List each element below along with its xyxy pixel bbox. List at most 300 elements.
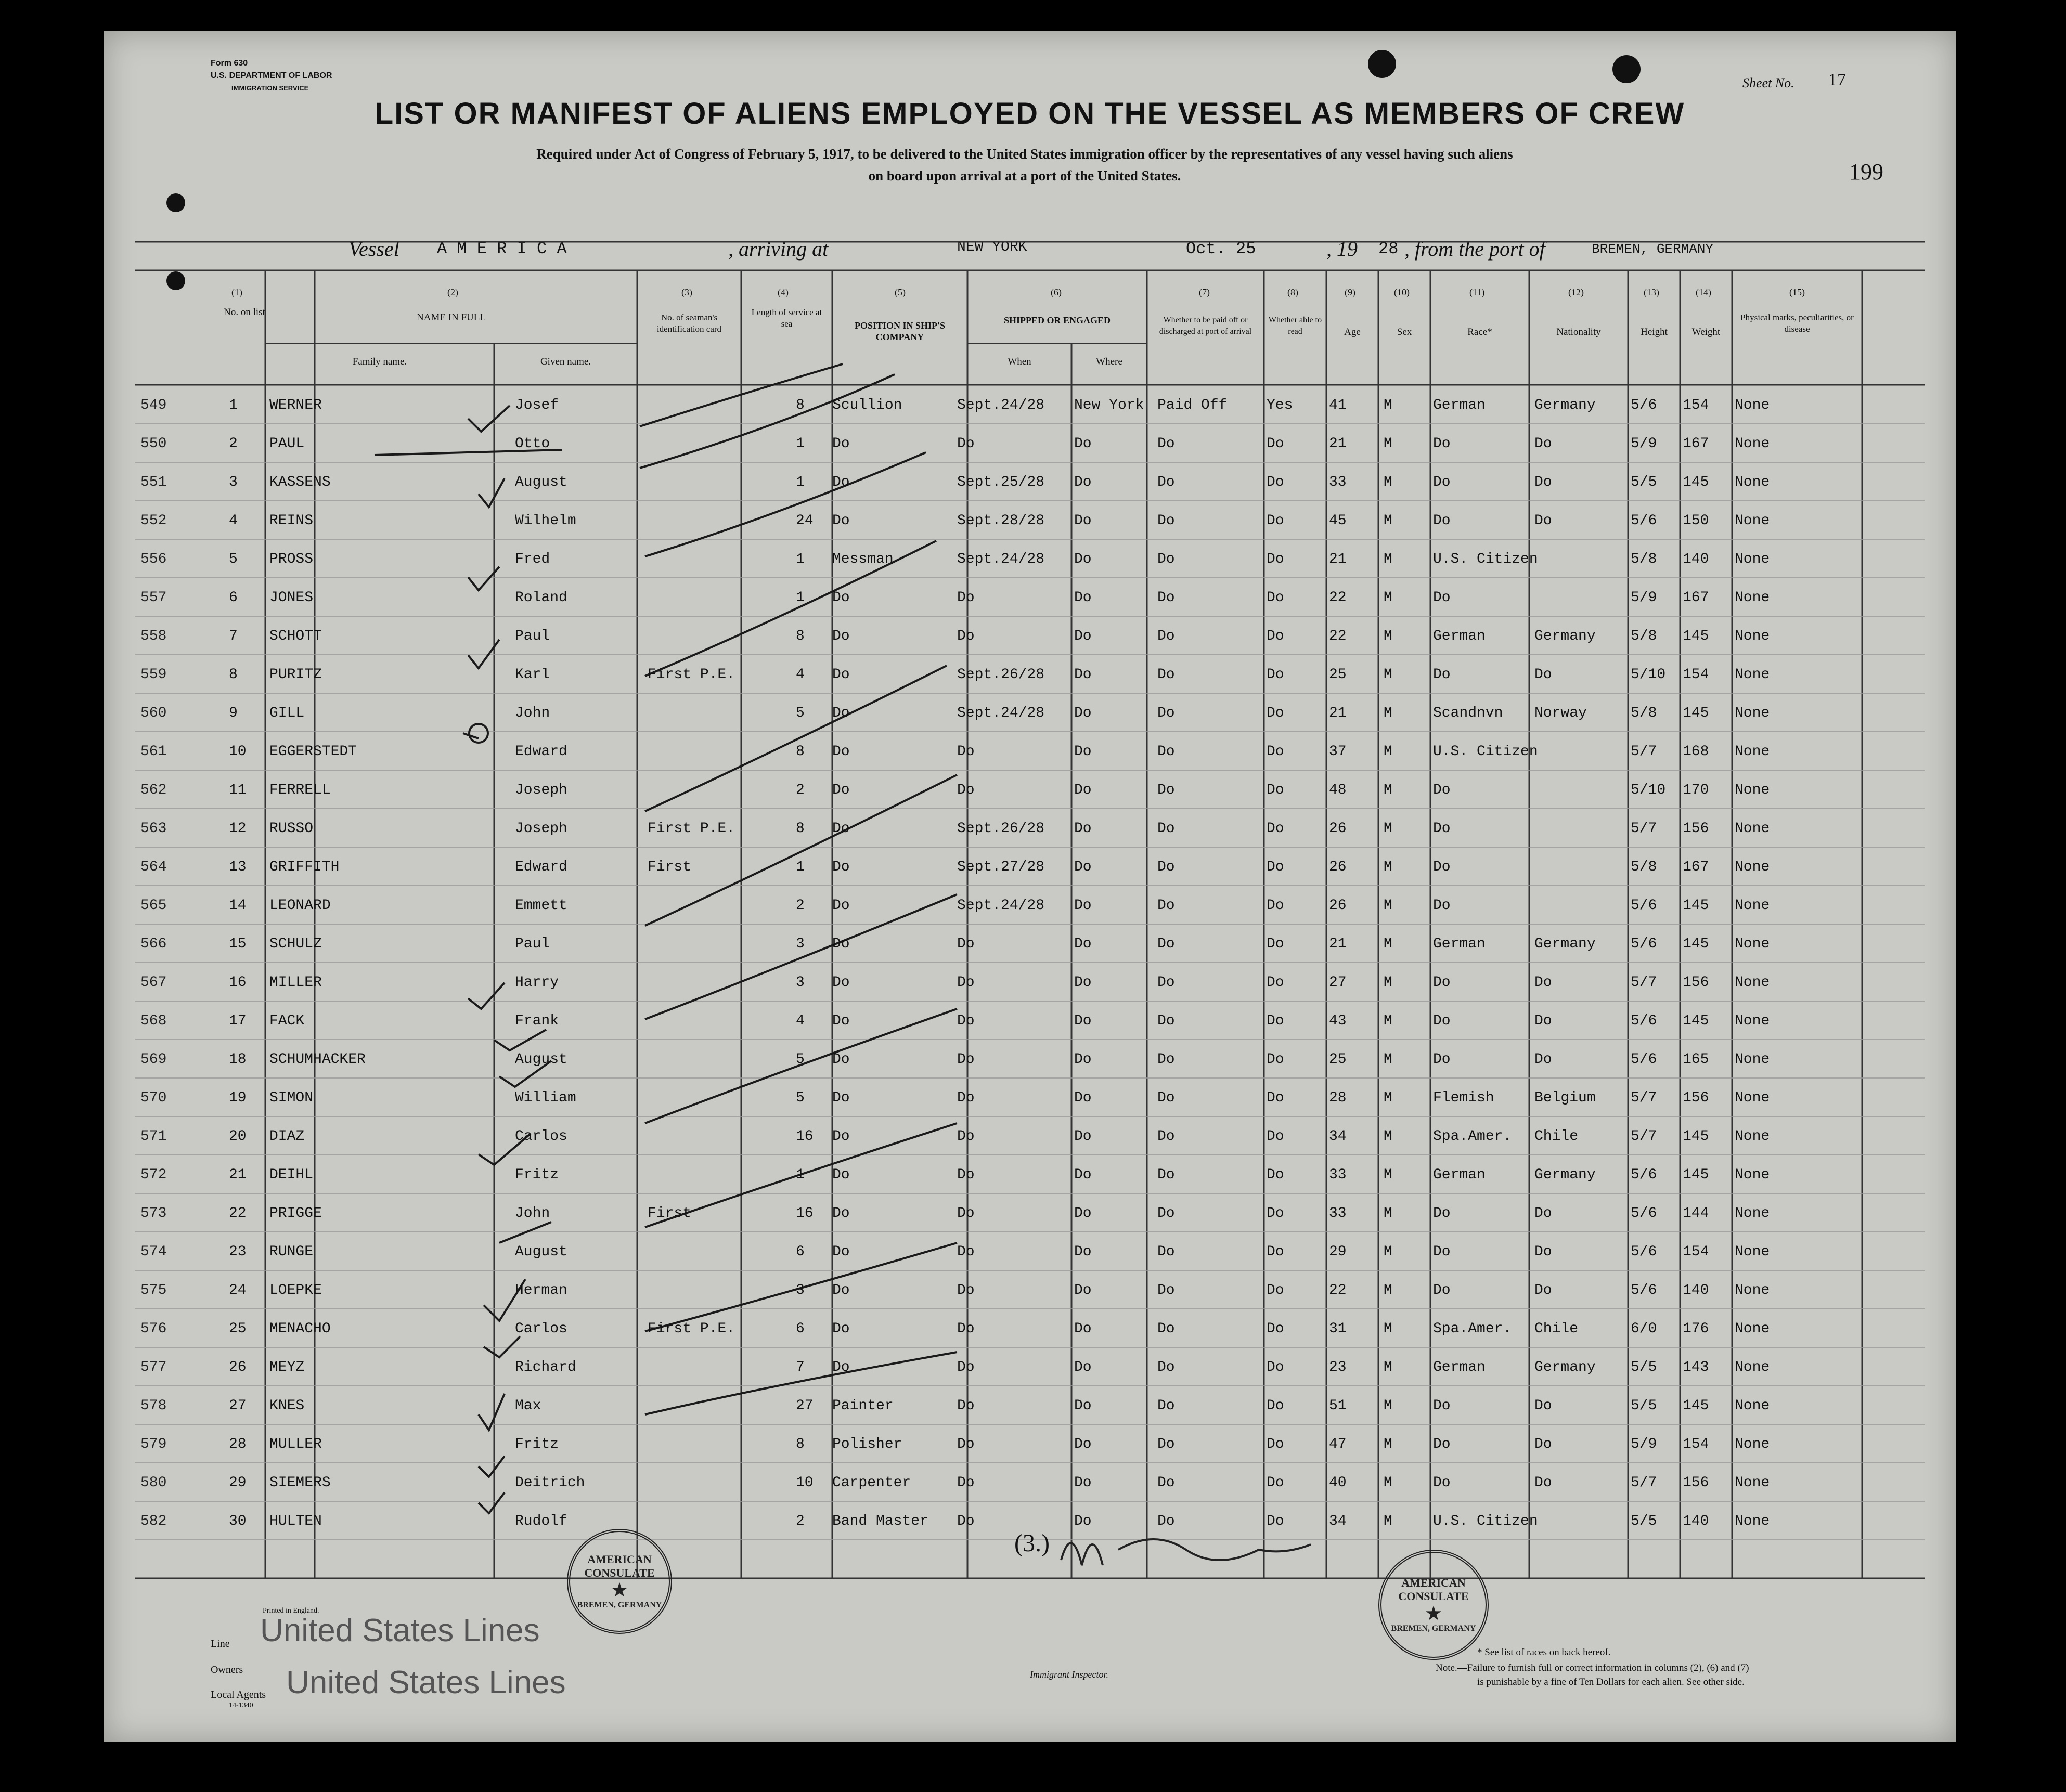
height-cell: 5/10 xyxy=(1631,667,1666,683)
shipped-when-cell: Sept.24/28 xyxy=(957,705,1045,721)
shipped-when-cell: Do xyxy=(957,1051,975,1068)
col-14-number: (14) xyxy=(1696,287,1711,297)
shipped-where-cell: Do xyxy=(1074,744,1092,760)
position-cell: Do xyxy=(832,936,850,952)
row-number-cell: 21 xyxy=(229,1167,247,1183)
paid-off-cell: Do xyxy=(1157,782,1175,798)
physical-marks-cell: None xyxy=(1735,667,1770,683)
age-cell: 48 xyxy=(1329,782,1347,798)
shipped-where-cell: Do xyxy=(1074,1282,1092,1298)
weight-cell: 144 xyxy=(1683,1205,1709,1222)
row-number-cell: 29 xyxy=(229,1475,247,1491)
race-cell: Do xyxy=(1433,1013,1451,1029)
physical-marks-cell: None xyxy=(1735,513,1770,529)
weight-cell: 140 xyxy=(1683,1513,1709,1529)
col-12-number: (12) xyxy=(1568,287,1584,297)
given-name-cell: Paul xyxy=(515,628,550,644)
age-cell: 21 xyxy=(1329,936,1347,952)
service-length-cell: 5 xyxy=(796,1090,805,1106)
given-name-cell: Max xyxy=(515,1398,541,1414)
service-length-cell: 1 xyxy=(796,551,805,567)
row-number-cell: 4 xyxy=(229,513,238,529)
paid-off-cell: Do xyxy=(1157,975,1175,991)
nationality-cell: Do xyxy=(1534,513,1552,529)
race-cell: Do xyxy=(1433,1205,1451,1222)
paid-off-cell: Do xyxy=(1157,936,1175,952)
weight-cell: 167 xyxy=(1683,436,1709,452)
service-length-cell: 16 xyxy=(796,1128,814,1145)
weight-cell: 143 xyxy=(1683,1359,1709,1375)
age-cell: 47 xyxy=(1329,1436,1347,1452)
physical-marks-cell: None xyxy=(1735,1436,1770,1452)
age-cell: 21 xyxy=(1329,705,1347,721)
paid-off-cell: Do xyxy=(1157,436,1175,452)
height-cell: 5/6 xyxy=(1631,513,1657,529)
nationality-cell: Do xyxy=(1534,1244,1552,1260)
given-name-cell: Rudolf xyxy=(515,1513,567,1529)
position-cell: Do xyxy=(832,705,850,721)
shipped-where-cell: Do xyxy=(1074,782,1092,798)
table-row xyxy=(104,544,1956,582)
shipped-when-cell: Do xyxy=(957,1321,975,1337)
margin-number-cell: 575 xyxy=(140,1282,167,1298)
sex-cell: M xyxy=(1384,936,1392,952)
sex-cell: M xyxy=(1384,667,1392,683)
age-cell: 45 xyxy=(1329,513,1347,529)
height-cell: 5/6 xyxy=(1631,397,1657,413)
nationality-cell: Do xyxy=(1534,1436,1552,1452)
physical-marks-cell: None xyxy=(1735,1051,1770,1068)
weight-cell: 145 xyxy=(1683,898,1709,914)
nationality-cell: Do xyxy=(1534,1282,1552,1298)
shipped-when-cell: Sept.24/28 xyxy=(957,898,1045,914)
seal-text: AMERICAN CONSULATE xyxy=(584,1553,655,1579)
family-name-cell: RUNGE xyxy=(269,1244,314,1260)
family-name-cell: DIAZ xyxy=(269,1128,305,1145)
year-prefix: , 19 xyxy=(1326,237,1358,261)
shipped-where-cell: Do xyxy=(1074,1013,1092,1029)
paid-off-cell: Do xyxy=(1157,1359,1175,1375)
col-header-family: Family name. xyxy=(352,356,407,367)
physical-marks-cell: None xyxy=(1735,1167,1770,1183)
col-8-number: (8) xyxy=(1287,287,1298,297)
physical-marks-cell: None xyxy=(1735,551,1770,567)
paid-off-cell: Do xyxy=(1157,1244,1175,1260)
position-cell: Do xyxy=(832,590,850,606)
service: IMMIGRATION SERVICE xyxy=(231,84,309,92)
shipped-where-cell: Do xyxy=(1074,1475,1092,1491)
shipped-when-cell: Do xyxy=(957,436,975,452)
race-cell: Do xyxy=(1433,821,1451,837)
row-number-cell: 27 xyxy=(229,1398,247,1414)
paid-off-cell: Do xyxy=(1157,744,1175,760)
row-number-cell: 17 xyxy=(229,1013,247,1029)
weight-cell: 156 xyxy=(1683,821,1709,837)
height-cell: 5/6 xyxy=(1631,1167,1657,1183)
margin-number-cell: 559 xyxy=(140,667,167,683)
physical-marks-cell: None xyxy=(1735,782,1770,798)
card-number-cell: First P.E. xyxy=(648,1321,735,1337)
family-name-cell: MENACHO xyxy=(269,1321,331,1337)
weight-cell: 154 xyxy=(1683,667,1709,683)
paid-off-cell: Do xyxy=(1157,590,1175,606)
col-header-shipped: SHIPPED OR ENGAGED xyxy=(1003,315,1111,326)
paid-off-cell: Do xyxy=(1157,513,1175,529)
nationality-cell: Do xyxy=(1534,975,1552,991)
line-value: United States Lines xyxy=(260,1613,540,1648)
from-label: , from the port of xyxy=(1404,237,1545,261)
able-to-read-cell: Do xyxy=(1267,821,1284,837)
margin-number-cell: 568 xyxy=(140,1013,167,1029)
eagle-icon: ★ xyxy=(1425,1604,1442,1624)
given-name-cell: Fritz xyxy=(515,1436,559,1452)
col-header-race: Race* xyxy=(1467,327,1492,337)
sex-cell: M xyxy=(1384,1167,1392,1183)
margin-number-cell: 576 xyxy=(140,1321,167,1337)
service-length-cell: 8 xyxy=(796,1436,805,1452)
service-length-cell: 2 xyxy=(796,898,805,914)
family-name-cell: SIMON xyxy=(269,1090,314,1106)
row-number-cell: 6 xyxy=(229,590,238,606)
col-9-number: (9) xyxy=(1345,287,1355,297)
shipped-when-cell: Do xyxy=(957,1359,975,1375)
weight-cell: 167 xyxy=(1683,590,1709,606)
table-row xyxy=(104,505,1956,544)
sex-cell: M xyxy=(1384,1090,1392,1106)
weight-cell: 154 xyxy=(1683,397,1709,413)
row-number-cell: 11 xyxy=(229,782,247,798)
nationality-cell: Do xyxy=(1534,1398,1552,1414)
physical-marks-cell: None xyxy=(1735,744,1770,760)
col-header-height: Height xyxy=(1641,327,1668,337)
height-cell: 5/8 xyxy=(1631,551,1657,567)
age-cell: 29 xyxy=(1329,1244,1347,1260)
table-row xyxy=(104,890,1956,929)
table-row xyxy=(104,1044,1956,1083)
arrival-port: NEW YORK xyxy=(957,239,1027,255)
service-length-cell: 6 xyxy=(796,1321,805,1337)
given-name-cell: Herman xyxy=(515,1282,567,1298)
given-name-cell: Harry xyxy=(515,975,559,991)
paid-off-cell: Do xyxy=(1157,1128,1175,1145)
able-to-read-cell: Do xyxy=(1267,513,1284,529)
weight-cell: 140 xyxy=(1683,1282,1709,1298)
vessel-label: Vessel xyxy=(348,237,399,261)
weight-cell: 145 xyxy=(1683,628,1709,644)
physical-marks-cell: None xyxy=(1735,1513,1770,1529)
table-row xyxy=(104,852,1956,890)
sex-cell: M xyxy=(1384,1244,1392,1260)
shipped-where-cell: Do xyxy=(1074,1398,1092,1414)
given-name-cell: Edward xyxy=(515,859,567,875)
able-to-read-cell: Do xyxy=(1267,551,1284,567)
service-length-cell: 5 xyxy=(796,705,805,721)
service-length-cell: 2 xyxy=(796,782,805,798)
shipped-where-cell: Do xyxy=(1074,1090,1092,1106)
family-name-cell: REINS xyxy=(269,513,314,529)
weight-cell: 170 xyxy=(1683,782,1709,798)
weight-cell: 156 xyxy=(1683,1090,1709,1106)
subtitle-line-2: on board upon arrival at a port of the United States. xyxy=(868,168,1181,184)
service-length-cell: 1 xyxy=(796,1167,805,1183)
sex-cell: M xyxy=(1384,1513,1392,1529)
weight-cell: 154 xyxy=(1683,1244,1709,1260)
height-cell: 5/8 xyxy=(1631,628,1657,644)
physical-marks-cell: None xyxy=(1735,936,1770,952)
family-name-cell: MULLER xyxy=(269,1436,322,1452)
shipped-where-cell: Do xyxy=(1074,1051,1092,1068)
shipped-when-cell: Sept.27/28 xyxy=(957,859,1045,875)
physical-marks-cell: None xyxy=(1735,705,1770,721)
shipped-when-cell: Do xyxy=(957,1436,975,1452)
position-cell: Do xyxy=(832,436,850,452)
position-cell: Do xyxy=(832,628,850,644)
nationality-cell: Chile xyxy=(1534,1128,1579,1145)
physical-marks-cell: None xyxy=(1735,975,1770,991)
department: U.S. DEPARTMENT OF LABOR xyxy=(211,71,332,80)
arrival-date: Oct. 25 xyxy=(1186,239,1256,258)
position-cell: Do xyxy=(832,821,850,837)
height-cell: 5/6 xyxy=(1631,898,1657,914)
able-to-read-cell: Do xyxy=(1267,1051,1284,1068)
given-name-cell: Frank xyxy=(515,1013,559,1029)
family-name-cell: SCHULZ xyxy=(269,936,322,952)
able-to-read-cell: Do xyxy=(1267,1205,1284,1222)
service-length-cell: 7 xyxy=(796,1359,805,1375)
row-number-cell: 15 xyxy=(229,936,247,952)
family-name-cell: MEYZ xyxy=(269,1359,305,1375)
race-cell: German xyxy=(1433,1359,1486,1375)
shipped-when-cell: Do xyxy=(957,1167,975,1183)
age-cell: 37 xyxy=(1329,744,1347,760)
table-row xyxy=(104,1275,1956,1314)
nationality-cell: Germany xyxy=(1534,936,1596,952)
paid-off-cell: Do xyxy=(1157,1167,1175,1183)
race-cell: German xyxy=(1433,1167,1486,1183)
service-length-cell: 8 xyxy=(796,628,805,644)
family-name-cell: SCHOTT xyxy=(269,628,322,644)
family-name-cell: WERNER xyxy=(269,397,322,413)
given-name-cell: Edward xyxy=(515,744,567,760)
race-cell: Scandnvn xyxy=(1433,705,1503,721)
age-cell: 51 xyxy=(1329,1398,1347,1414)
race-cell: Do xyxy=(1433,1282,1451,1298)
margin-number-cell: 578 xyxy=(140,1398,167,1414)
table-row xyxy=(104,1083,1956,1121)
physical-marks-cell: None xyxy=(1735,590,1770,606)
shipped-when-cell: Do xyxy=(957,628,975,644)
nationality-cell: Chile xyxy=(1534,1321,1579,1337)
race-cell: Do xyxy=(1433,513,1451,529)
given-name-cell: Joseph xyxy=(515,821,567,837)
margin-number-cell: 571 xyxy=(140,1128,167,1145)
sex-cell: M xyxy=(1384,1282,1392,1298)
race-cell: German xyxy=(1433,397,1486,413)
race-cell: Do xyxy=(1433,1398,1451,1414)
position-cell: Do xyxy=(832,782,850,798)
col-header-read: Whether able to read xyxy=(1268,316,1322,336)
row-number-cell: 24 xyxy=(229,1282,247,1298)
height-cell: 5/7 xyxy=(1631,975,1657,991)
seal-text: AMERICAN CONSULATE xyxy=(1398,1576,1469,1603)
margin-number-cell: 566 xyxy=(140,936,167,952)
margin-number-cell: 582 xyxy=(140,1513,167,1529)
family-name-cell: EGGERSTEDT xyxy=(269,744,357,760)
paid-off-cell: Do xyxy=(1157,898,1175,914)
able-to-read-cell: Do xyxy=(1267,1359,1284,1375)
shipped-where-cell: Do xyxy=(1074,1359,1092,1375)
paid-off-cell: Do xyxy=(1157,859,1175,875)
row-number-cell: 13 xyxy=(229,859,247,875)
height-cell: 5/9 xyxy=(1631,1436,1657,1452)
row-number-cell: 9 xyxy=(229,705,238,721)
margin-number-cell: 560 xyxy=(140,705,167,721)
height-cell: 5/9 xyxy=(1631,436,1657,452)
position-cell: Scullion xyxy=(832,397,902,413)
able-to-read-cell: Do xyxy=(1267,782,1284,798)
given-name-cell: Paul xyxy=(515,936,550,952)
row-number-cell: 5 xyxy=(229,551,238,567)
row-number-cell: 3 xyxy=(229,474,238,490)
col-header-when: When xyxy=(1008,356,1031,367)
given-name-cell: Carlos xyxy=(515,1128,567,1145)
departure-port: BREMEN, GERMANY xyxy=(1592,241,1714,257)
physical-marks-cell: None xyxy=(1735,1205,1770,1222)
age-cell: 22 xyxy=(1329,628,1347,644)
physical-marks-cell: None xyxy=(1735,628,1770,644)
able-to-read-cell: Do xyxy=(1267,1282,1284,1298)
age-cell: 40 xyxy=(1329,1475,1347,1491)
col-header-no: No. on list xyxy=(224,307,265,318)
sex-cell: M xyxy=(1384,436,1392,452)
able-to-read-cell: Do xyxy=(1267,474,1284,490)
shipped-when-cell: Do xyxy=(957,590,975,606)
shipped-where-cell: Do xyxy=(1074,1205,1092,1222)
physical-marks-cell: None xyxy=(1735,1475,1770,1491)
nationality-cell: Do xyxy=(1534,1051,1552,1068)
col-header-name: NAME IN FULL xyxy=(417,312,486,323)
given-name-cell: Karl xyxy=(515,667,550,683)
sex-cell: M xyxy=(1384,628,1392,644)
shipped-when-cell: Do xyxy=(957,1475,975,1491)
height-cell: 5/6 xyxy=(1631,1205,1657,1222)
nationality-cell: Do xyxy=(1534,1013,1552,1029)
page-number: 199 xyxy=(1849,159,1883,185)
weight-cell: 145 xyxy=(1683,1398,1709,1414)
age-cell: 43 xyxy=(1329,1013,1347,1029)
given-name-cell: Richard xyxy=(515,1359,576,1375)
able-to-read-cell: Do xyxy=(1267,1013,1284,1029)
position-cell: Do xyxy=(832,1167,850,1183)
nationality-cell: Germany xyxy=(1534,1359,1596,1375)
age-cell: 23 xyxy=(1329,1359,1347,1375)
shipped-where-cell: Do xyxy=(1074,936,1092,952)
family-name-cell: FERRELL xyxy=(269,782,331,798)
age-cell: 25 xyxy=(1329,667,1347,683)
shipped-when-cell: Do xyxy=(957,975,975,991)
paid-off-cell: Do xyxy=(1157,667,1175,683)
position-cell: Messman xyxy=(832,551,894,567)
height-cell: 5/6 xyxy=(1631,936,1657,952)
table-row xyxy=(104,1237,1956,1275)
table-row xyxy=(104,659,1956,698)
family-name-cell: PRIGGE xyxy=(269,1205,322,1222)
given-name-cell: Deitrich xyxy=(515,1475,585,1491)
row-number-cell: 16 xyxy=(229,975,247,991)
row-number-cell: 2 xyxy=(229,436,238,452)
row-number-cell: 30 xyxy=(229,1513,247,1529)
service-length-cell: 1 xyxy=(796,474,805,490)
sex-cell: M xyxy=(1384,1321,1392,1337)
shipped-where-cell: Do xyxy=(1074,590,1092,606)
card-number-cell: First P.E. xyxy=(648,667,735,683)
shipped-where-cell: Do xyxy=(1074,513,1092,529)
nationality-cell: Norway xyxy=(1534,705,1587,721)
paid-off-cell: Paid Off xyxy=(1157,397,1228,413)
service-length-cell: 3 xyxy=(796,1282,805,1298)
shipped-where-cell: Do xyxy=(1074,1513,1092,1529)
page-title: LIST OR MANIFEST OF ALIENS EMPLOYED ON THE VESSEL AS MEMBERS OF CREW xyxy=(375,97,1685,131)
nationality-cell: Do xyxy=(1534,474,1552,490)
row-number-cell: 22 xyxy=(229,1205,247,1222)
table-row xyxy=(104,467,1956,505)
card-number-cell: First P.E. xyxy=(648,821,735,837)
service-length-cell: 24 xyxy=(796,513,814,529)
margin-number-cell: 567 xyxy=(140,975,167,991)
race-cell: Spa.Amer. xyxy=(1433,1321,1512,1337)
sex-cell: M xyxy=(1384,397,1392,413)
table-row xyxy=(104,813,1956,852)
race-cell: Do xyxy=(1433,975,1451,991)
shipped-where-cell: Do xyxy=(1074,975,1092,991)
given-name-cell: John xyxy=(515,705,550,721)
height-cell: 5/7 xyxy=(1631,744,1657,760)
paid-off-cell: Do xyxy=(1157,1013,1175,1029)
sex-cell: M xyxy=(1384,744,1392,760)
service-length-cell: 3 xyxy=(796,975,805,991)
physical-marks-cell: None xyxy=(1735,474,1770,490)
physical-marks-cell: None xyxy=(1735,821,1770,837)
row-number-cell: 14 xyxy=(229,898,247,914)
given-name-cell: August xyxy=(515,474,567,490)
col-header-nationality: Nationality xyxy=(1556,327,1601,337)
weight-cell: 145 xyxy=(1683,1128,1709,1145)
shipped-where-cell: Do xyxy=(1074,628,1092,644)
family-name-cell: SIEMERS xyxy=(269,1475,331,1491)
row-number-cell: 1 xyxy=(229,397,238,413)
physical-marks-cell: None xyxy=(1735,859,1770,875)
paid-off-cell: Do xyxy=(1157,1513,1175,1529)
sex-cell: M xyxy=(1384,1359,1392,1375)
shipped-where-cell: Do xyxy=(1074,1436,1092,1452)
position-cell: Do xyxy=(832,474,850,490)
consulate-seal-right xyxy=(1378,1550,1489,1660)
nationality-cell: Belgium xyxy=(1534,1090,1596,1106)
signature-number: (3.) xyxy=(1014,1529,1050,1557)
given-name-cell: August xyxy=(515,1244,567,1260)
margin-number-cell: 563 xyxy=(140,821,167,837)
nationality-cell: Do xyxy=(1534,667,1552,683)
able-to-read-cell: Do xyxy=(1267,859,1284,875)
table-row xyxy=(104,1352,1956,1391)
able-to-read-cell: Do xyxy=(1267,1128,1284,1145)
given-name-cell: Otto xyxy=(515,436,550,452)
race-cell: Do xyxy=(1433,436,1451,452)
col-header-given: Given name. xyxy=(540,356,591,367)
race-cell: Do xyxy=(1433,898,1451,914)
shipped-when-cell: Sept.25/28 xyxy=(957,474,1045,490)
row-number-cell: 12 xyxy=(229,821,247,837)
